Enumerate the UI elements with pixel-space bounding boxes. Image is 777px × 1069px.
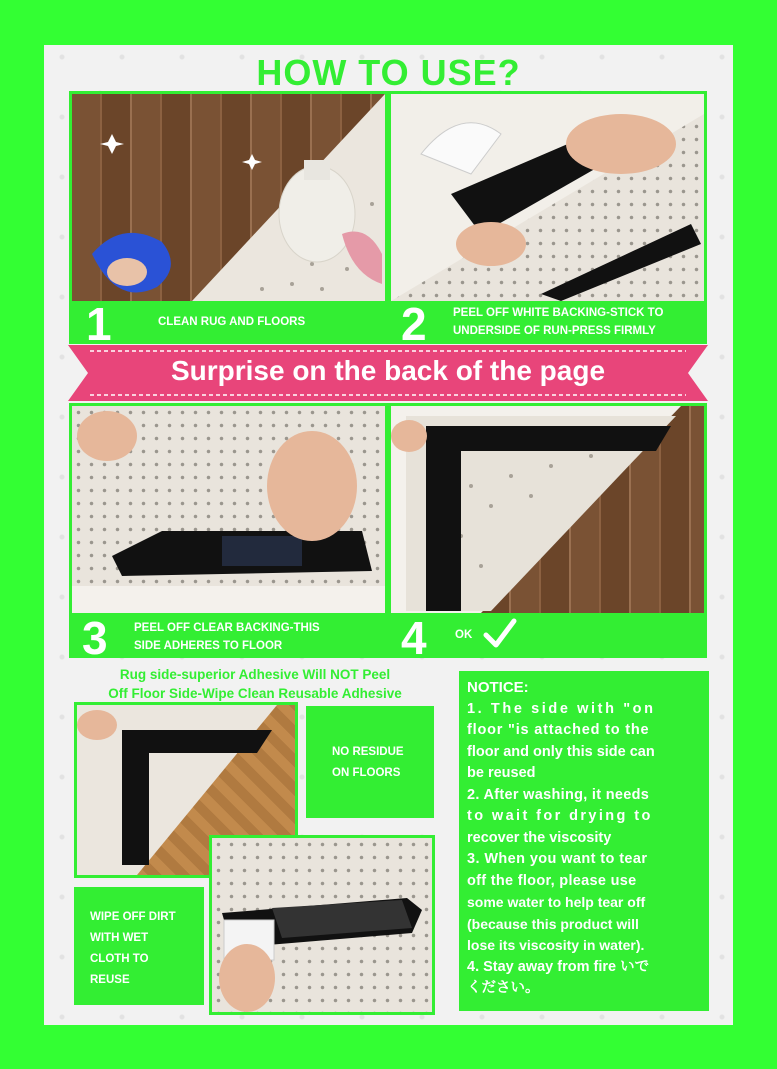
step-3-caption-line-2: SIDE ADHERES TO FLOOR <box>134 640 283 652</box>
step-2-caption-line-1: PEEL OFF WHITE BACKING-STICK TO <box>453 307 664 319</box>
step-1-caption: CLEAN RUG AND FLOORS <box>158 316 306 328</box>
step-4-bar <box>391 613 704 655</box>
step-2-number: 2 <box>401 298 427 344</box>
notice-line-14: ください。 <box>467 980 540 996</box>
wipe-photo <box>212 838 432 1012</box>
wipe-line-3: CLOTH TO <box>90 953 149 965</box>
banner-text: Surprise on the back of the page <box>170 355 606 386</box>
notice-line-3: floor and only this side can <box>467 743 655 760</box>
notice-heading: NOTICE: <box>467 679 529 696</box>
peel-backing-illustration <box>391 94 704 301</box>
page-title: HOW TO USE? <box>256 52 521 93</box>
promo-banner <box>68 345 708 401</box>
step-1-photo <box>72 94 385 301</box>
no-residue-box <box>306 706 434 818</box>
subtitle-line-2: Off Floor Side-Wipe Clean Reusable Adhesive <box>108 686 402 701</box>
step-3-caption-line-1: PEEL OFF CLEAR BACKING-THIS <box>134 622 320 634</box>
wipe-photo-panel <box>209 835 435 1015</box>
notice-line-11: (because this product will <box>467 915 639 932</box>
step-1-panel <box>69 91 388 344</box>
notice-line-5: 2. After washing, it needs <box>467 786 650 803</box>
step-2-photo <box>391 94 704 301</box>
cleaning-illustration <box>72 94 385 301</box>
wipe-line-4: REUSE <box>90 974 130 986</box>
checkmark-icon <box>483 618 517 648</box>
wipe-clean-illustration <box>212 838 432 1012</box>
notice-line-4: be reused <box>467 765 536 781</box>
notice-line-6: to wait for drying to <box>467 808 653 824</box>
notice-line-10: some water to help tear off <box>467 894 646 910</box>
wipe-line-2: WITH WET <box>90 932 149 944</box>
notice-line-13: 4. Stay away from fire いで <box>467 958 650 975</box>
step-2-panel <box>388 91 707 344</box>
wipe-line-1: WIPE OFF DIRT <box>90 911 176 923</box>
step-3-panel <box>69 403 388 658</box>
wipe-box <box>74 887 204 1005</box>
step-2-caption-line-2: UNDERSIDE OF RUN-PRESS FIRMLY <box>453 325 656 337</box>
notice-line-12: lose its viscosity in water). <box>467 937 645 953</box>
notice-line-1: 1. The side with "on <box>467 700 656 717</box>
notice-line-2: floor "is attached to the <box>467 722 650 738</box>
peel-clear-backing-illustration <box>72 406 385 613</box>
step-1-number: 1 <box>86 298 112 344</box>
step-4-caption: OK <box>455 629 473 641</box>
step-4-number: 4 <box>401 612 427 658</box>
step-3-number: 3 <box>82 612 108 658</box>
notice-line-9: off the floor, please use <box>467 872 637 889</box>
step-3-photo <box>72 406 385 613</box>
no-residue-line-1: NO RESIDUE <box>332 746 404 758</box>
step-4-panel <box>388 403 707 658</box>
notice-line-7: recover the viscosity <box>467 829 612 846</box>
notice-line-8: 3. When you want to tear <box>467 851 648 867</box>
notice-box <box>459 671 709 1011</box>
no-residue-line-2: ON FLOORS <box>332 767 401 779</box>
corner-gripper-illustration <box>391 406 704 613</box>
step-4-photo <box>391 406 704 613</box>
subtitle-line-1: Rug side-superior Adhesive Will NOT Peel <box>119 667 391 682</box>
